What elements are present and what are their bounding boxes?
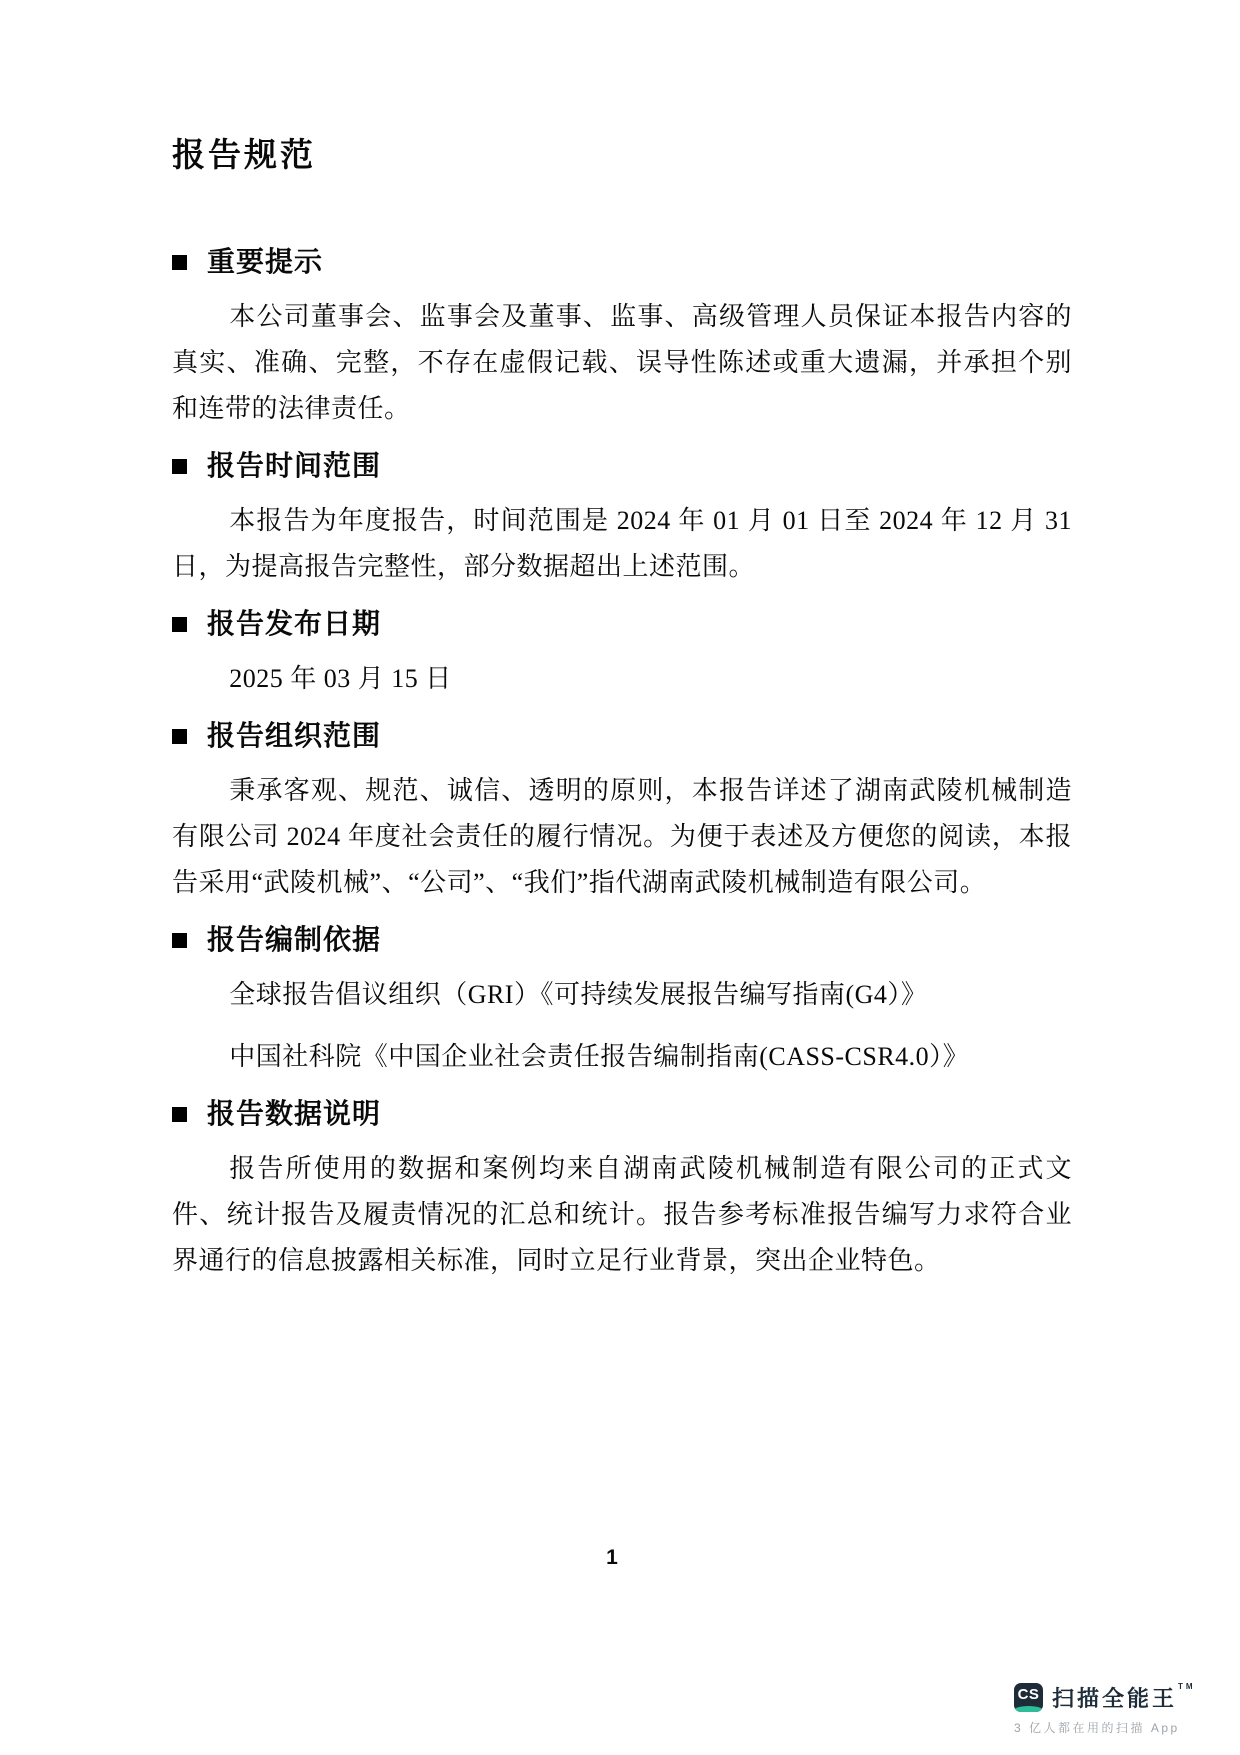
paragraph: 本公司董事会、监事会及董事、监事、高级管理人员保证本报告内容的真实、准确、完整，不存在虚假记载、误导性陈述或重大遗漏，并承担个别和连带的法律责任。 [172, 302, 1072, 423]
section-heading [172, 720, 1072, 752]
section-paragraphs [172, 1146, 1072, 1284]
section-heading [172, 450, 1072, 482]
camscanner-watermark [1014, 1682, 1214, 1736]
report-section [172, 246, 1072, 432]
sections [172, 246, 1072, 1284]
bullet-square-icon [172, 459, 187, 474]
camscanner-brand [1052, 1682, 1196, 1713]
paragraph: 报告所使用的数据和案例均来自湖南武陵机械制造有限公司的正式文件、统计报告及履责情况的汇总和统计。报告参考标准报告编写力求符合业界通行的信息披露相关标准，同时立足行业背景，突出企业特色。 [172, 1154, 1072, 1275]
camscanner-brand-row [1014, 1682, 1214, 1713]
section-heading-label: 报告时间范围 [207, 450, 382, 481]
paragraph: 2025 年 03 月 15 日 [229, 664, 452, 693]
section-heading [172, 246, 1072, 278]
report-section [172, 608, 1072, 702]
section-paragraphs [172, 768, 1072, 906]
report-section [172, 720, 1072, 906]
bullet-square-icon [172, 617, 187, 632]
page-title: 报告规范 [172, 138, 316, 174]
camscanner-logo-icon [1014, 1683, 1043, 1712]
trademark-symbol: TM [1178, 1682, 1196, 1691]
report-section [172, 450, 1072, 590]
camscanner-brand-text: 扫描全能王 [1052, 1686, 1178, 1711]
report-section [172, 924, 1072, 1080]
bullet-square-icon [172, 255, 187, 270]
section-paragraphs [172, 656, 1072, 702]
report-section [172, 1098, 1072, 1284]
paragraph: 中国社科院《中国企业社会责任报告编制指南(CASS-CSR4.0）》 [229, 1042, 970, 1071]
section-heading [172, 608, 1072, 640]
bullet-square-icon [172, 933, 187, 948]
section-heading-label: 重要提示 [207, 246, 324, 277]
camscanner-logo-letters: CS [1017, 1686, 1040, 1703]
section-heading-label: 报告数据说明 [207, 1098, 382, 1129]
bullet-square-icon [172, 1107, 187, 1122]
section-heading-label: 报告发布日期 [207, 608, 382, 639]
section-paragraphs [172, 972, 1072, 1080]
paragraph: 本报告为年度报告，时间范围是 2024 年 01 月 01 日至 2024 年 12 月 31 日，为提高报告完整性，部分数据超出上述范围。 [172, 506, 1072, 581]
paragraph: 全球报告倡议组织（GRI）《可持续发展报告编写指南(G4）》 [229, 980, 928, 1009]
section-heading-label: 报告编制依据 [207, 924, 382, 955]
camscanner-tagline: 3 亿人都在用的扫描 App [1014, 1721, 1180, 1735]
section-heading-label: 报告组织范围 [207, 720, 382, 751]
paragraph: 秉承客观、规范、诚信、透明的原则，本报告详述了湖南武陵机械制造有限公司 2024 年度社会责任的履行情况。为便于表述及方便您的阅读，本报告采用“武陵机械”、“公司”、“我们”指代湖南武陵机械制造有限公司。 [172, 776, 1072, 897]
bullet-square-icon [172, 729, 187, 744]
page-number: 1 [606, 1546, 618, 1569]
section-heading [172, 924, 1072, 956]
section-heading [172, 1098, 1072, 1130]
section-paragraphs [172, 294, 1072, 432]
camscanner-logo-accent [1014, 1706, 1043, 1712]
section-paragraphs [172, 498, 1072, 590]
